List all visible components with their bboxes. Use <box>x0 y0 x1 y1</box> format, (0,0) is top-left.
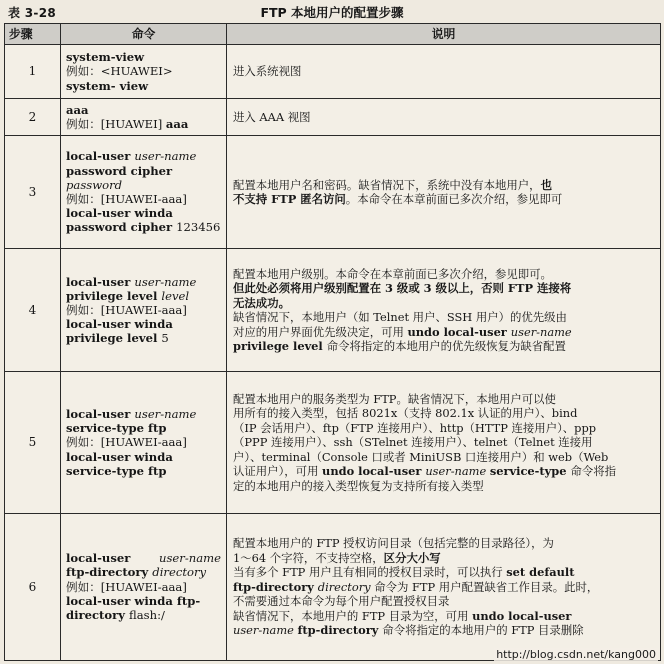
command-text: ftp-directory <box>297 623 383 638</box>
description-text: 对应的用户界面优先级决定，可用 <box>233 324 408 339</box>
emphasis-text: 但此处必须将用户级别配置在 3 级或 3 级以上，否则 <box>233 281 508 296</box>
emphasis-text: 无法成功。 <box>233 295 290 310</box>
param-text: user-name <box>134 149 197 164</box>
command-text: service-type <box>489 464 571 479</box>
description-text: 缺省情况下，本地用户的 FTP 目录为空，可用 <box>233 608 473 623</box>
example-text: 例如：<HUAWEI> <box>66 64 173 79</box>
command-text: aaa <box>165 117 189 132</box>
command-text: undo local-user <box>322 464 426 479</box>
header-description: 说明 <box>227 24 661 45</box>
description-cell <box>227 136 661 248</box>
description-text: 配置本地用户的服务类型为 FTP。缺省情况下，本地用户可以使 <box>233 391 556 406</box>
description-text: 进入系统视图 <box>233 64 302 79</box>
description-text: 配置本地用户名和密码。缺省情况下，系统中没有本地用户， <box>233 177 541 192</box>
param-text: user-name <box>510 324 572 339</box>
param-text: user-name <box>233 623 298 638</box>
description-text: 用所有的接入类型，包括 8021x（支持 802.1x 认证的用户）、bind <box>233 406 578 421</box>
description-text: 1～64 个字符，不支持空格， <box>233 550 384 565</box>
param-text: password <box>66 177 123 192</box>
command-text: password cipher <box>66 163 173 178</box>
description-text: 缺省情况下，本地用户（如 Telnet 用户、SSH 用户）的优先级由 <box>233 310 567 325</box>
example-text: 例如：[HUAWEI-aaa] <box>66 579 187 594</box>
step-number: 3 <box>5 136 61 248</box>
emphasis-text: 区分大小写 <box>383 550 441 565</box>
step-number: 5 <box>5 372 61 513</box>
description-cell <box>227 44 661 99</box>
param-text: directory <box>317 579 375 594</box>
description-text: 配置本地用户的 FTP 授权访问目录（包括完整的目录路径），为 <box>233 536 554 551</box>
description-cell <box>227 248 661 372</box>
command-cell <box>61 372 227 513</box>
command-cell <box>61 136 227 248</box>
example-text: 例如：[HUAWEI-aaa] <box>66 192 187 206</box>
ftp-config-table <box>4 23 661 661</box>
description-text: 当有多个 FTP 用户且有相同的授权目录时，可以执行 <box>233 565 507 580</box>
command-text: local-user <box>66 406 135 421</box>
table-row <box>5 44 661 99</box>
step-number: 6 <box>5 513 61 660</box>
table-caption <box>0 0 664 24</box>
param-text: user-name <box>425 464 490 479</box>
command-text: local-user winda <box>66 317 173 332</box>
command-text: aaa <box>66 103 89 118</box>
param-text: user-name <box>134 406 197 421</box>
description-text: 。本命令在本章前面已多次介绍，参见即可 <box>345 192 563 206</box>
value-text: 123456 <box>176 220 221 235</box>
command-text: local-user winda <box>66 449 173 464</box>
command-text: local-user winda <box>66 206 173 221</box>
command-text: system-view <box>66 50 145 65</box>
value-text: 5 <box>161 331 169 346</box>
example-text: 例如：[HUAWEI-aaa] <box>66 435 187 450</box>
command-text: privilege level <box>233 339 327 354</box>
command-text: local-user <box>66 274 135 289</box>
description-text: （IP 会话用户）、ftp（FTP 连接用户）、http（HTTP 连接用户）、ppp <box>233 420 597 435</box>
command-text: local-user winda <box>66 593 177 608</box>
description-text: 命令将指定的本地用户的 FTP 目录删除 <box>382 623 584 638</box>
command-cell <box>61 44 227 99</box>
command-cell <box>61 248 227 372</box>
description-text: 户）、terminal（Console 口或者 MiniUSB 口连接用户）和 web（Web <box>233 449 609 464</box>
description-text: （PPP 连接用户）、ssh（STelnet 连接用户）、telnet（Telnet 连接用 <box>233 435 593 450</box>
param-text: user-name <box>134 274 197 289</box>
command-text: service-type ftp <box>66 421 167 436</box>
table-row <box>5 372 661 513</box>
command-text: directory <box>66 608 130 623</box>
description-cell <box>227 99 661 136</box>
description-text: 不需要通过本命令为每个用户配置授权目录 <box>233 594 450 609</box>
description-text: 定的本地用户的接入类型恢复为支持所有接入类型 <box>233 478 484 493</box>
command-text: ftp-directory <box>66 565 153 580</box>
step-number: 1 <box>5 44 61 99</box>
table-number: 表 3-28 <box>8 6 57 20</box>
command-cell <box>61 99 227 136</box>
source-watermark: http://blog.csdn.net/kang000 <box>496 648 656 661</box>
description-text: 命令将指定的本地用户的优先级恢复为缺省配置 <box>326 339 566 354</box>
command-cell <box>61 513 227 660</box>
param-text: level <box>161 288 190 303</box>
description-cell <box>227 372 661 513</box>
example-text: 例如：[HUAWEI] <box>66 117 166 132</box>
command-text: password cipher <box>66 220 177 235</box>
emphasis-text: 也 <box>540 177 552 192</box>
header-step: 步骤 <box>5 24 61 45</box>
description-text: 命令将指 <box>570 464 617 479</box>
example-text: 例如：[HUAWEI-aaa] <box>66 302 187 317</box>
param-text: directory <box>152 565 207 580</box>
table-title: FTP 本地用户的配置步骤 <box>260 5 404 20</box>
table-row <box>5 248 661 372</box>
command-text: local-user <box>66 551 131 566</box>
table-header-row <box>5 24 661 45</box>
table-row <box>5 99 661 136</box>
command-text: privilege level <box>66 331 162 346</box>
command-text: ftp- <box>176 593 201 608</box>
table-row <box>5 136 661 248</box>
command-text: local-user <box>66 149 135 164</box>
description-text: 进入 AAA 视图 <box>233 110 311 125</box>
param-text: user-name <box>159 551 221 566</box>
command-text: set default <box>506 565 575 580</box>
description-text: 配置本地用户级别。本命令在本章前面已多次介绍，参见即可。 <box>233 266 552 281</box>
value-text: flash:/ <box>129 608 165 623</box>
description-cell <box>227 513 661 660</box>
emphasis-text: FTP 连接将 <box>507 281 572 296</box>
table-row <box>5 513 661 660</box>
description-text: 命令为 FTP 用户配置缺省工作目录。此时， <box>374 579 599 594</box>
command-text: undo local-user <box>472 608 572 623</box>
emphasis-text: 不支持 FTP 匿名访问 <box>233 192 346 206</box>
step-number: 4 <box>5 248 61 372</box>
command-text: ftp-directory <box>233 579 318 594</box>
description-text: 认证用户），可用 <box>233 464 323 479</box>
command-text: privilege level <box>66 288 162 303</box>
command-text: system- view <box>66 78 149 93</box>
command-text: undo local-user <box>407 324 511 339</box>
header-command: 命令 <box>61 24 227 45</box>
step-number: 2 <box>5 99 61 136</box>
command-text: service-type ftp <box>66 463 167 478</box>
